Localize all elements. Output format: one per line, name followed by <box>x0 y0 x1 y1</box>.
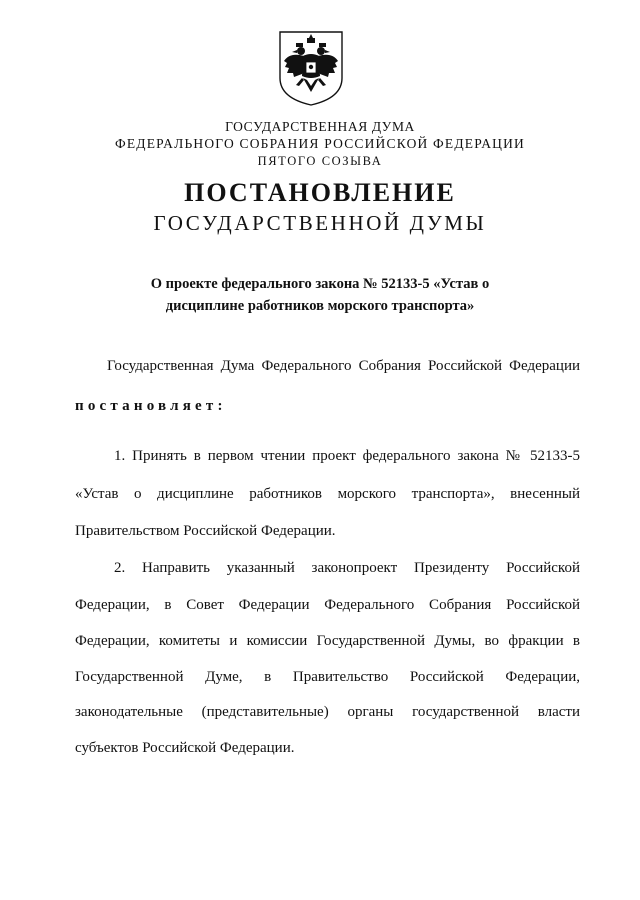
paragraph-2-line-2: Федерации, в Совет Федерации Федерального Собрания Российской <box>75 597 580 613</box>
resolves-word: постановляет: <box>75 398 227 414</box>
paragraph-2-line-5: законодательные (представительные) органы государственной власти <box>75 704 580 720</box>
issuer-line-2: ФЕДЕРАЛЬНОГО СОБРАНИЯ РОССИЙСКОЙ ФЕДЕРАЦИИ <box>115 136 525 151</box>
paragraph-2-line-1: 2. Направить указанный законопроект Президенту Российской <box>114 560 580 576</box>
issuer-line-3: ПЯТОГО СОЗЫВА <box>257 154 383 168</box>
paragraph-2-line-3: Федерации, комитеты и комиссии Государственной Думы, во фракции в <box>75 633 580 649</box>
preamble: Государственная Дума Федерального Собрания Российской Федерации <box>107 358 580 374</box>
document-subtitle: ГОСУДАРСТВЕННОЙ ДУМЫ <box>153 211 487 235</box>
issuer-line-1: ГОСУДАРСТВЕННАЯ ДУМА <box>225 119 415 134</box>
paragraph-2-line-6: субъектов Российской Федерации. <box>75 740 295 756</box>
subject-line-1: О проекте федерального закона № 52133-5 «Устав о <box>150 276 490 292</box>
paragraph-1-line-1: 1. Принять в первом чтении проект федерального закона № 52133-5 <box>114 448 580 464</box>
subject-line-2: дисциплине работников морского транспорта» <box>165 298 475 314</box>
paragraph-1-line-3: Правительством Российской Федерации. <box>75 523 336 539</box>
document-title: ПОСТАНОВЛЕНИЕ <box>184 178 456 207</box>
paragraph-1-line-2: «Устав о дисциплине работников морского транспорта», внесенный <box>75 486 580 502</box>
coat-of-arms-emblem-icon <box>274 28 348 108</box>
document-subject <box>110 273 530 317</box>
paragraph-2-line-4: Государственной Думе, в Правительство Российской Федерации, <box>75 669 580 685</box>
